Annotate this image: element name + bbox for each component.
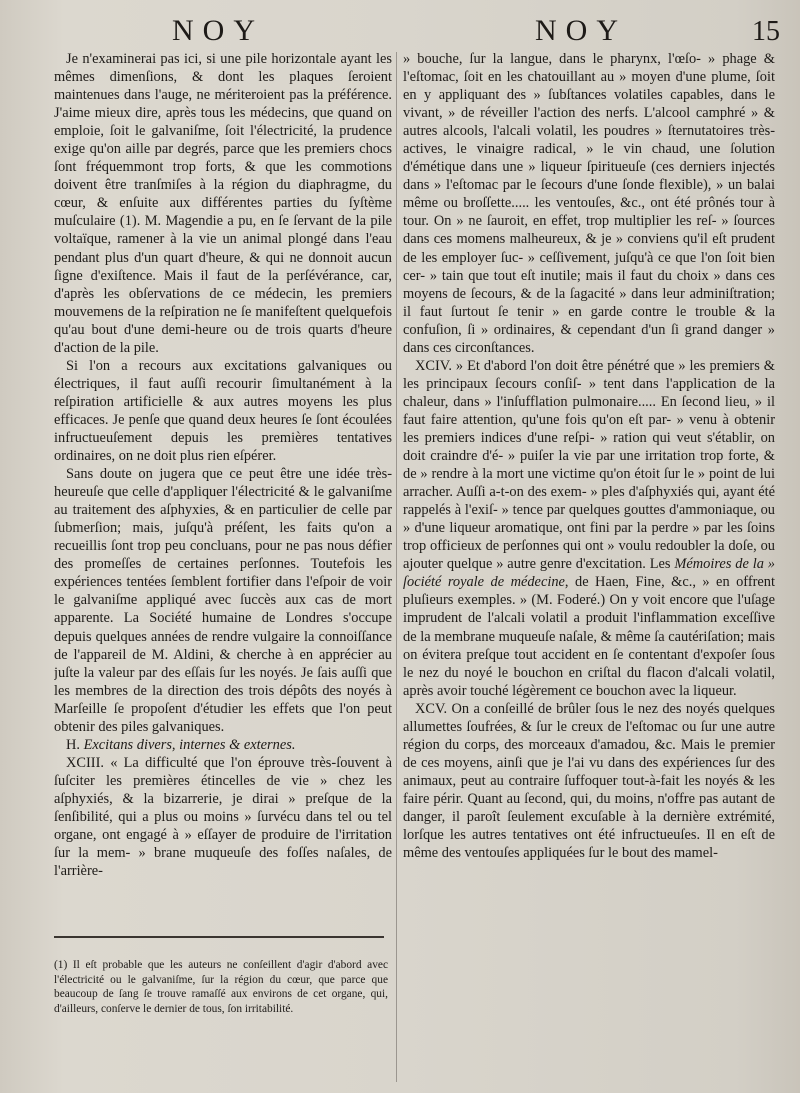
footnote: (1) Il eſt probable que les auteurs ne conſeillent d'agir d'abord avec l'électricité ou le galvaniſme, ſur la région du cœur, que parce que beaucoup de ſang ſe trouve ramaſſé aux environs de cet organe, qui, d'ailleurs, conſerve le dernier de tous, ſon irritabilité. xyxy=(54,959,388,1015)
page-number: 15 xyxy=(752,16,780,47)
paragraph: Sans doute on jugera que ce peut être une idée très-heureuſe que celle d'appliquer l'électricité & le galvaniſme au traitement des aſphyxies, & en particulier de celle par ſubmerſion; mais, juſqu'à préſent, les faits qu'on a recueillis ſont trop peu concluans, pour ne pas nous défier des promeſſes de certaines perſonnes. Toutefois les expériences tentées ſemblent fortifier dans l'eſpoir de voir le galvaniſme appliqué avec ſuccès aux cas de mort apparente. La Société humaine de Londres s'occupe depuis quelques années de rendre vulgaire la connoiſſance de l'appareil de M. Aldini, & cherche à en apprécier au juſte la valeur par des eſſais ſur les noyés. Je ſais auſſi que les membres de la direction des trois dépôts des noyés à Marſeille ſe propoſent d'étudier les effets que l'on peut obtenir des piles galvaniques. xyxy=(54,466,392,735)
paragraph-xciii: XCIII. « La difficulté que l'on éprouve très-ſouvent à ſuſciter les premières étincelles de vie » chez les aſphyxiés, & la bizarrerie, je dirai » preſque de la ſenſibilité, qui a plus ou moins » ſurvécu dans tel ou tel organe, ont engagé à » eſſayer de produire de l'irritation ſur la mem- » brane muqueuſe des foſſes naſales, de l'arrière- xyxy=(54,754,392,880)
paragraph: Je n'examinerai pas ici, si une pile horizontale ayant les mêmes dimenſions, & dont les plaques ſeroient maintenues dans l'auge, ne mériteroient pas la préférence. J'aime mieux dire, après tous les médecins, que quand on emploie, ſoit le galvaniſme, ſoit l'électricité, la prudence exige qu'on aille par degrés, parce que les premiers chocs ſont fréquemmont trop forts, & que les commotions doivent être tranſmiſes à la région du diaphragme, du cœur, & enſuite aux différentes parties du ſyſtème muſculaire (1). M. Magendie a pu, en ſe ſervant de la pile voltaïque, ramener à la vie un animal plongé dans l'eau pendant plus d'un quart d'heure, & qui ne donnoit aucun ſigne d'exiſtence. Mais il faut de la perſévérance, car, d'après les obſervations de ce médecin, les premiers mouvemens de la reſpiration ne ſe manifeſtent quelquefois qu'au bout d'une demi-heure ou de trois quarts d'heure d'action de la pile. xyxy=(54,51,392,356)
paragraph: » bouche, ſur la langue, dans le pharynx, l'œſo- » phage & l'eſtomac, ſoit en les chatouillant au » moyen d'une plume, ſoit en y appliquant des » ſubſtances volatiles capables, dans le vivant, » de réveiller l'action des nerfs. L'alcool camphré » & autres alcools, l'alcali volatil, les poudres » ſternutatoires très-actives, le vinaigre radical, » le vin chaud, une ſolution d'émétique dans une » liqueur ſpiritueuſe (ces derniers injectés dans » l'eſtomac par le ſecours d'une ſonde flexible), » un balai même ou broſſette..... les ventouſes, &c., ont été prônés tour à tour. On » ne ſauroit, en effet, trop multiplier les reſ- » ſources dans ces momens malheureux, & je » conviens qu'il eſt prudent de les employer ſuc- » ceſſivement, juſqu'à ce que l'on ſoit bien cer- » tain que tout eſt inutile; mais il faut du choix » dans ces moyens de ſecours, & de la ſagacité » dans leur adminiſtration; il faut ſurtout ſe tenir » en garde contre le trouble & la confuſion, ſi » ordinaires, & cependant d'un ſi grand danger » dans ces circonſtances. xyxy=(403,51,775,356)
section-heading-prefix: H. xyxy=(66,736,80,753)
footnote-divider xyxy=(54,936,384,938)
journal-title: Mémoires de la » ſociété royale de médecine xyxy=(403,556,775,591)
section-heading-title: Excitans divers, internes & externes. xyxy=(83,736,296,753)
header-right-word: NOY xyxy=(535,14,627,47)
paragraph-xciv xyxy=(403,357,775,700)
paragraph-xciv-text: XCIV. » Et d'abord l'on doit être pénétré que » les premiers & les principaux ſecours conſiſ- » tent dans l'application de la chaleur, dans » l'inſufflation pulmonaire..... En ſecond lieu, » il faut faire attention, qu'une fois qu'on eſt par- » venu à obtenir les premiers indices d'une reſpi- » ration qui veut s'établir, on doit craindre d'é- » puiſer la vie par une irritation trop forte, & de » rendre à la mort une victime qu'on étoit ſur le » point de lui arracher. Auſſi a-t-on des exem- » ples d'aſphyxiés qui, ayant été rappelés à l'exiſ- » tence par quelques gouttes d'ammoniaque, ou » d'une liqueur aromatique, ont fini par la perdre » par les ſoins trop officieux de perſonnes qui ont » voulu redoubler la doſe, ou ajouter quelque » autre genre d'excitation. Les xyxy=(403,357,775,573)
paragraph: Si l'on a recours aux excitations galvaniques ou électriques, il faut auſſi recourir ſimultanément à la reſpiration artificielle & aux autres moyens les plus efficaces. Je penſe que quand deux heures ſe ſont écoulées infructueuſement depuis les premières tentatives ordinaires, on ne doit plus rien eſpérer. xyxy=(54,357,392,465)
section-heading xyxy=(54,736,392,754)
right-column xyxy=(403,50,775,1050)
column-rule xyxy=(396,52,397,1082)
paragraph-xcv: XCV. On a conſeillé de brûler ſous le nez des noyés quelques allumettes ſoufrées, & ſur le creux de l'eſtomac ou ſur une autre région du corps, des morceaux d'amadou, &c. Mais le premier de ces moyens, ainſi que je l'ai vu dans des expériences ſur des animaux, peut au contraire ſuffoquer tout-à-fait les noyés & les faire périr. Quant au ſecond, qui, du moins, n'offre pas autant de danger, il paroît ſeulement excuſable à la dernière extrémité, lorſque les autres tentatives ont été infructueuſes. Il en eſt de même des ventouſes appliquées ſur le bout des mamel- xyxy=(403,700,775,862)
running-header xyxy=(0,14,800,54)
left-column xyxy=(54,50,392,1050)
header-left-word: NOY xyxy=(172,14,264,47)
paragraph-xciv-continued: , de Haen, Fine, &c., » en offrent pluſieurs exemples. » (M. Foderé.) On y voit encore que l'uſage imprudent de l'alcali volatil a produit l'inflammation exceſſive de la membrane muqueuſe naſale, & même ſa cautériſation; mais on évitera preſque tout accident en ſe contentant d'expoſer ſous le nez du noyé le bouchon en criſtal du flacon d'alcali volatil, après avoir touché légèrement ce bouchon avec la liqueur. xyxy=(403,574,775,699)
